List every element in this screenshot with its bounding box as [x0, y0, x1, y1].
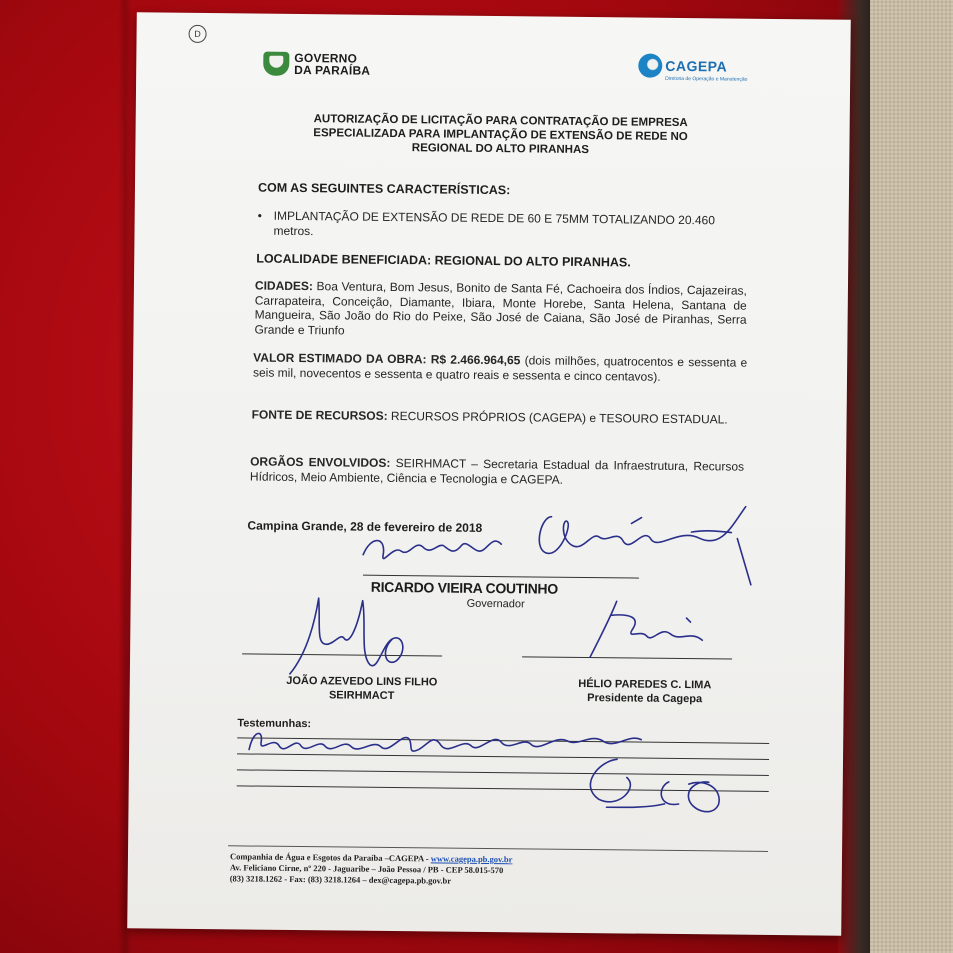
cidades-label: CIDADES:: [254, 278, 314, 294]
cagepa-logo-sub: Diretoria de Operação e Manutenção: [665, 75, 748, 83]
cidades-text: Boa Ventura, Bom Jesus, Bonito de Santa Fé, Cachoeira dos Índios, Cajazeiras, Carrapateira, Conceição, Diamante, Ibiara, Monte Horebe, Santa Helena, Santana de Mangueira, São João do Rio do Peixe, São José de Caiana, São José de Piranhas, Serra Grande e Triunfo: [254, 279, 748, 337]
president-signature: [590, 601, 703, 658]
gov-logo-line1: GOVERNO: [294, 50, 358, 66]
bullet-text: IMPLANTAÇÃO DE EXTENSÃO DE REDE DE 60 E 75MM TOTALIZANDO 20.460 metros.: [273, 208, 715, 238]
title-line-2: ESPECIALIZADA PARA IMPLANTAÇÃO DE EXTENSÃO DE REDE NO: [313, 127, 688, 144]
secretary-role: SEIRHMACT: [328, 689, 395, 703]
valor-text: (dois milhões, quatrocentos e sessenta e seis mil, novecentos e sessenta e quatro reais e sessenta e cinco centavos).: [252, 353, 748, 384]
footer-line-2: Av. Feliciano Cirne, nº 220 - Jaguaribe – João Pessoa / PB - CEP 58.015-570: [229, 862, 504, 876]
secretary-signature: [290, 598, 403, 675]
governor-name: RICARDO VIEIRA COUTINHO: [370, 578, 558, 597]
secretary-name: JOÃO AZEVEDO LINS FILHO: [286, 674, 438, 689]
localidade-line: LOCALIDADE BENEFICIADA: REGIONAL DO ALTO PIRANHAS.: [256, 251, 631, 270]
president-role: Presidente da Cagepa: [587, 692, 703, 706]
fonte-label: FONTE DE RECURSOS:: [251, 407, 388, 423]
fonte-text: RECURSOS PRÓPRIOS (CAGEPA) e TESOURO ESTADUAL.: [390, 408, 728, 427]
place-date: Campina Grande, 28 de fevereiro de 2018: [247, 518, 483, 535]
footer-website-link[interactable]: www.cagepa.pb.gov.br: [430, 853, 513, 865]
cagepa-logo-name: CAGEPA: [665, 57, 728, 75]
witnesses-label: Testemunhas:: [237, 717, 312, 731]
witness-1-signature: [249, 733, 641, 753]
title-line-3: REGIONAL DO ALTO PIRANHAS: [411, 142, 590, 157]
governor-role: Governador: [466, 597, 525, 611]
characteristics-heading: COM AS SEGUINTES CARACTERÍSTICAS:: [257, 180, 511, 198]
handwritten-signatures: [127, 12, 851, 935]
orgaos-text: SEIRHMACT – Secretaria Estadual da Infraestrutura, Recursos Hídricos, Meio Ambiente, Ciência e Tecnologia e CAGEPA.: [249, 456, 745, 487]
orgaos-label: ORGÃOS ENVOLVIDOS:: [250, 454, 391, 470]
corner-mark: D: [188, 25, 206, 43]
authorization-document: [127, 12, 851, 935]
valor-label: VALOR ESTIMADO DA OBRA: R$ 2.466.964,65: [253, 350, 521, 368]
footer-line-3: (83) 3218.1262 - Fax: (83) 3218.1264 – dex@cagepa.pb.gov.br: [229, 873, 452, 886]
gov-logo-line2: DA PARAÍBA: [294, 62, 371, 78]
witness-2-signature: [590, 759, 719, 812]
footer: [230, 851, 513, 887]
president-name: HÉLIO PAREDES C. LIMA: [578, 677, 712, 692]
title-line-1: AUTORIZAÇÃO DE LICITAÇÃO PARA CONTRATAÇÃO DE EMPRESA: [313, 113, 688, 130]
footer-company-text: Companhia de Água e Esgotos da Paraíba –CAGEPA -: [229, 851, 431, 864]
bullet-glyph: •: [257, 208, 262, 223]
governor-signature: [363, 540, 501, 560]
